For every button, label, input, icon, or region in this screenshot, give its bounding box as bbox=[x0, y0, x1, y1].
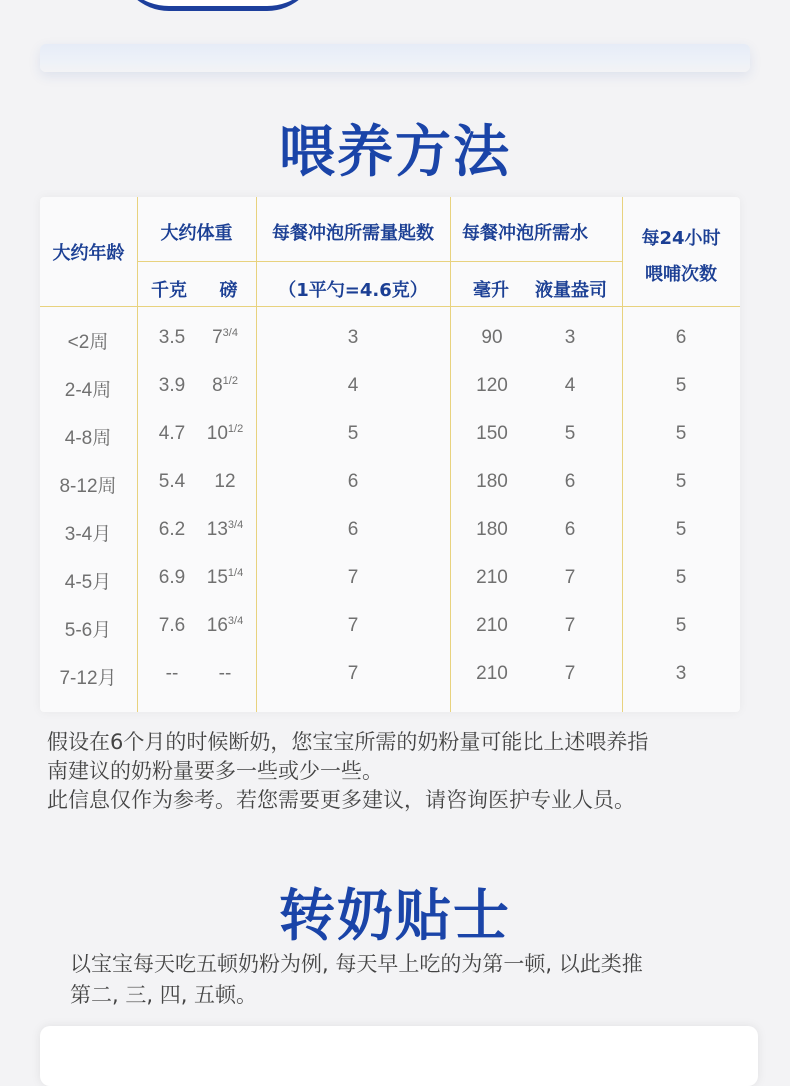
cell-value: 3-4月 bbox=[64, 524, 112, 545]
cell-value: 7 bbox=[347, 615, 359, 636]
cell-value: 6 bbox=[564, 519, 576, 540]
top-decorative-arc bbox=[118, 0, 318, 11]
cell-oz bbox=[565, 375, 576, 397]
cell-ml bbox=[476, 567, 508, 589]
cell-value: 8 bbox=[212, 375, 223, 396]
cell-value: 5.4 bbox=[158, 471, 186, 492]
cell-oz bbox=[565, 471, 576, 493]
cell-value: 5-6月 bbox=[64, 620, 112, 641]
cell-value: 5 bbox=[347, 423, 359, 444]
cell-value: 4 bbox=[564, 375, 576, 396]
cell-kg bbox=[159, 615, 185, 637]
feeding-note-line-1: 假设在6个月的时候断奶，您宝宝所需的奶粉量可能比上述喂养指 bbox=[47, 730, 649, 754]
cell-value: 6.2 bbox=[158, 519, 186, 540]
cell-fraction: 3/4 bbox=[227, 519, 244, 531]
cell-value: 5 bbox=[675, 423, 687, 444]
cell-fraction: 3/4 bbox=[222, 327, 238, 339]
cell-value: 8-12周 bbox=[59, 476, 117, 497]
cell-freq bbox=[676, 567, 687, 589]
cell-freq bbox=[676, 327, 687, 349]
cell-ml bbox=[476, 663, 508, 685]
cell-age bbox=[59, 663, 116, 690]
cell-value: 5 bbox=[675, 375, 687, 396]
cell-lb bbox=[219, 663, 232, 685]
cell-value: 3.9 bbox=[158, 375, 186, 396]
header-ml: 毫升 bbox=[473, 280, 509, 301]
cell-value: 3 bbox=[675, 663, 687, 684]
header-oz: 液量盎司 bbox=[535, 280, 607, 301]
cell-freq bbox=[676, 471, 687, 493]
cell-value: 6.9 bbox=[158, 567, 186, 588]
cell-value: 90 bbox=[481, 327, 503, 348]
header-scoop-note: （1平勺=4.6克） bbox=[278, 280, 428, 301]
table-divider bbox=[137, 197, 138, 712]
cell-age bbox=[65, 615, 111, 642]
table-divider bbox=[256, 197, 257, 712]
cell-ml bbox=[476, 375, 508, 397]
cell-age bbox=[68, 327, 109, 354]
cell-value: -- bbox=[165, 663, 179, 684]
cell-fraction: 3/4 bbox=[227, 615, 244, 627]
header-kg: 千克 bbox=[151, 280, 187, 301]
table-divider bbox=[450, 197, 451, 712]
cell-kg bbox=[159, 375, 185, 397]
cell-value: 4-8周 bbox=[64, 428, 112, 449]
header-scoops: 每餐冲泡所需量匙数 bbox=[272, 223, 434, 244]
cell-oz bbox=[565, 519, 576, 541]
cell-value: 5 bbox=[675, 567, 687, 588]
cell-freq bbox=[676, 663, 687, 685]
header-water: 每餐冲泡所需水 bbox=[462, 223, 588, 244]
cell-value: 6 bbox=[347, 519, 359, 540]
feeding-note-line-2: 南建议的奶粉量要多一些或少一些。 bbox=[47, 759, 383, 783]
cell-value: 7 bbox=[564, 567, 576, 588]
cell-value: 150 bbox=[476, 423, 508, 444]
cell-value: 7-12月 bbox=[59, 668, 117, 689]
cell-value: 180 bbox=[476, 471, 508, 492]
cell-value: 4.7 bbox=[158, 423, 186, 444]
cell-value: 7 bbox=[564, 615, 576, 636]
feeding-note-line-3: 此信息仅作为参考。若您需要更多建议，请咨询医护专业人员。 bbox=[47, 788, 635, 812]
cell-kg bbox=[159, 567, 185, 589]
cell-value: -- bbox=[218, 663, 232, 684]
cell-value: 5 bbox=[675, 519, 687, 540]
header-weight: 大约体重 bbox=[160, 223, 233, 244]
cell-value: 7 bbox=[564, 663, 576, 684]
cell-scoops bbox=[348, 423, 359, 445]
cell-value: 210 bbox=[476, 663, 508, 684]
cell-freq bbox=[676, 375, 687, 397]
feeding-table bbox=[40, 197, 740, 712]
cell-value: 210 bbox=[476, 567, 508, 588]
cell-value: 15 bbox=[206, 567, 228, 588]
header-lb: 磅 bbox=[219, 280, 238, 301]
cell-freq bbox=[676, 519, 687, 541]
cell-fraction: 1/2 bbox=[222, 375, 238, 387]
cell-lb bbox=[207, 423, 243, 445]
cell-scoops bbox=[348, 615, 359, 637]
cell-scoops bbox=[348, 471, 359, 493]
cell-lb bbox=[212, 375, 238, 397]
cell-value: 5 bbox=[675, 471, 687, 492]
cell-value: 6 bbox=[675, 327, 687, 348]
cell-value: 210 bbox=[476, 615, 508, 636]
cell-kg bbox=[159, 471, 185, 493]
cell-value: <2周 bbox=[67, 332, 109, 353]
cell-ml bbox=[481, 327, 502, 349]
tips-section-title: 转奶贴士 bbox=[279, 884, 511, 949]
cell-oz bbox=[565, 615, 576, 637]
cell-value: 5 bbox=[675, 615, 687, 636]
decorative-band bbox=[40, 44, 750, 72]
cell-kg bbox=[159, 327, 185, 349]
cell-value: 12 bbox=[214, 471, 236, 492]
cell-lb bbox=[212, 327, 238, 349]
cell-value: 6 bbox=[347, 471, 359, 492]
table-divider bbox=[40, 306, 740, 307]
cell-value: 10 bbox=[206, 423, 228, 444]
cell-kg bbox=[166, 663, 179, 685]
cell-scoops bbox=[348, 663, 359, 685]
cell-ml bbox=[476, 423, 508, 445]
cell-value: 7.6 bbox=[158, 615, 186, 636]
cell-value: 6 bbox=[564, 471, 576, 492]
header-freq-line2: 喂哺次数 bbox=[645, 264, 717, 285]
cell-freq bbox=[676, 423, 687, 445]
cell-value: 2-4周 bbox=[64, 380, 112, 401]
cell-lb bbox=[214, 471, 235, 493]
tips-text-line-2: 第二, 三, 四, 五顿。 bbox=[70, 983, 258, 1007]
cell-value: 120 bbox=[476, 375, 508, 396]
cell-kg bbox=[159, 423, 185, 445]
cell-oz bbox=[565, 327, 576, 349]
cell-age bbox=[65, 567, 111, 594]
cell-oz bbox=[565, 663, 576, 685]
cell-age bbox=[65, 519, 111, 546]
cell-ml bbox=[476, 615, 508, 637]
header-age: 大约年龄 bbox=[52, 243, 125, 264]
cell-value: 16 bbox=[206, 615, 228, 636]
cell-fraction: 1/2 bbox=[227, 423, 244, 435]
cell-kg bbox=[159, 519, 185, 541]
cell-lb bbox=[207, 615, 243, 637]
cell-scoops bbox=[348, 519, 359, 541]
cell-age bbox=[65, 423, 111, 450]
cell-value: 5 bbox=[564, 423, 576, 444]
cell-value: 4-5月 bbox=[64, 572, 112, 593]
cell-value: 13 bbox=[206, 519, 228, 540]
table-divider bbox=[137, 261, 622, 262]
next-card bbox=[40, 1026, 758, 1086]
cell-oz bbox=[565, 423, 576, 445]
cell-value: 4 bbox=[347, 375, 359, 396]
cell-value: 180 bbox=[476, 519, 508, 540]
cell-value: 3.5 bbox=[158, 327, 186, 348]
cell-fraction: 1/4 bbox=[227, 567, 244, 579]
cell-age bbox=[59, 471, 116, 498]
cell-value: 7 bbox=[347, 567, 359, 588]
cell-oz bbox=[565, 567, 576, 589]
cell-scoops bbox=[348, 327, 359, 349]
cell-value: 7 bbox=[212, 327, 223, 348]
cell-ml bbox=[476, 471, 508, 493]
tips-text-line-1: 以宝宝每天吃五顿奶粉为例, 每天早上吃的为第一顿, 以此类推 bbox=[70, 952, 643, 976]
cell-value: 7 bbox=[347, 663, 359, 684]
cell-value: 3 bbox=[347, 327, 359, 348]
cell-value: 3 bbox=[564, 327, 576, 348]
cell-scoops bbox=[348, 567, 359, 589]
cell-freq bbox=[676, 615, 687, 637]
feeding-section-title: 喂养方法 bbox=[279, 120, 511, 185]
cell-lb bbox=[207, 519, 243, 541]
cell-ml bbox=[476, 519, 508, 541]
header-freq-line1: 每24小时 bbox=[641, 228, 721, 249]
cell-lb bbox=[207, 567, 243, 589]
cell-scoops bbox=[348, 375, 359, 397]
cell-age bbox=[65, 375, 111, 402]
